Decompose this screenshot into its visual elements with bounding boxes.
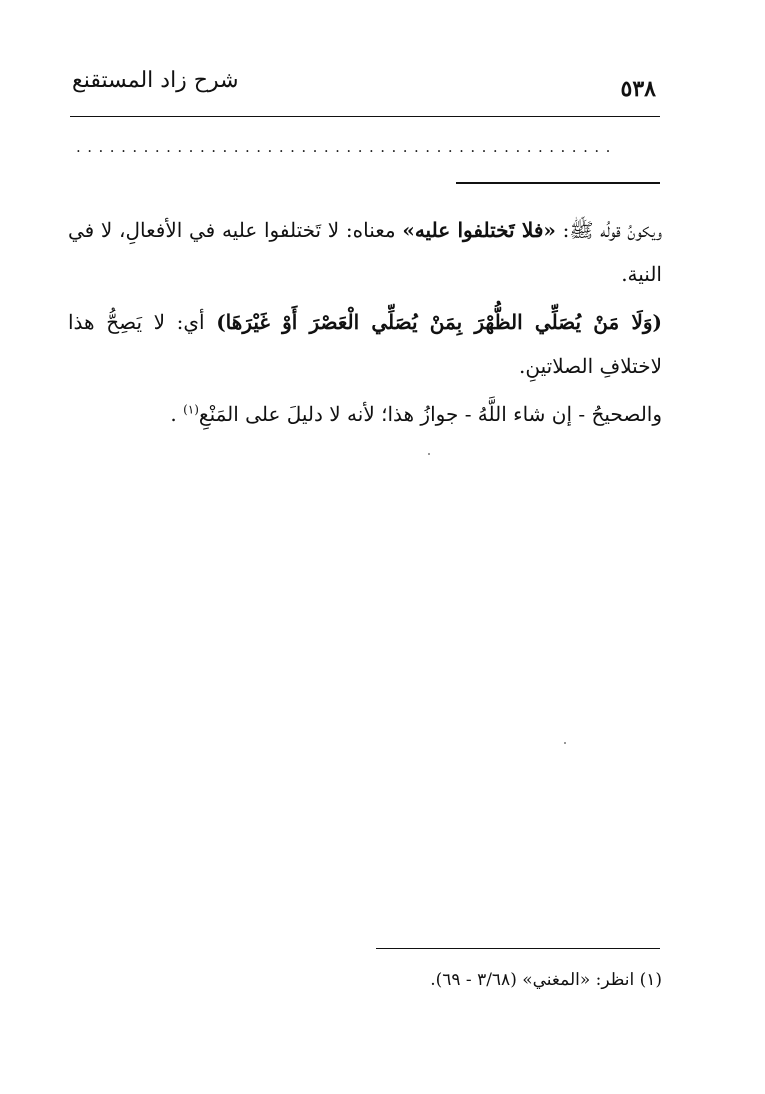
dotted-separator: ................................................ <box>76 138 617 156</box>
footnote: (١) انظر: «المغني» (٣/٦٨ - ٦٩). <box>430 970 662 990</box>
page-header <box>68 62 660 102</box>
paragraph-text: والصحيحُ - إن شاء اللَّهُ - جوازُ هذا؛ لأنه لا دليلَ على المَنْعِ <box>198 402 662 426</box>
header-rule <box>70 116 660 117</box>
scan-speck <box>428 453 430 455</box>
scan-speck <box>564 742 566 744</box>
footnote-rule <box>376 948 660 949</box>
section-rule <box>456 182 660 184</box>
book-title: شرح زاد المستقنع <box>72 68 239 93</box>
paragraph-1 <box>68 208 662 296</box>
body-text <box>68 208 662 436</box>
paragraph-text: . <box>170 402 184 426</box>
paragraph-3 <box>68 392 662 436</box>
page-number: ٥٣٨ <box>620 76 656 102</box>
hadith-quote: «فلا تَختلفوا عليه» <box>402 218 556 242</box>
paragraph-text: أي: لا يَصِحُّ هذا لاختلافِ الصلاتينِ. <box>68 310 662 378</box>
footnote-reference: (١) <box>183 402 199 417</box>
paragraph-text: ويكونُ قولُه ﷺ: <box>555 218 663 242</box>
paragraph-2 <box>68 300 662 388</box>
paragraph-text: معناه: لا تَختلفوا عليه في الأفعالِ، لا في النية. <box>68 218 662 286</box>
matn-quote: (وَلَا مَنْ يُصَلِّي الظُّهْرَ بِمَنْ يُصَلِّي الْعَصْرَ أَوْ غَيْرَهَا) <box>216 310 662 334</box>
